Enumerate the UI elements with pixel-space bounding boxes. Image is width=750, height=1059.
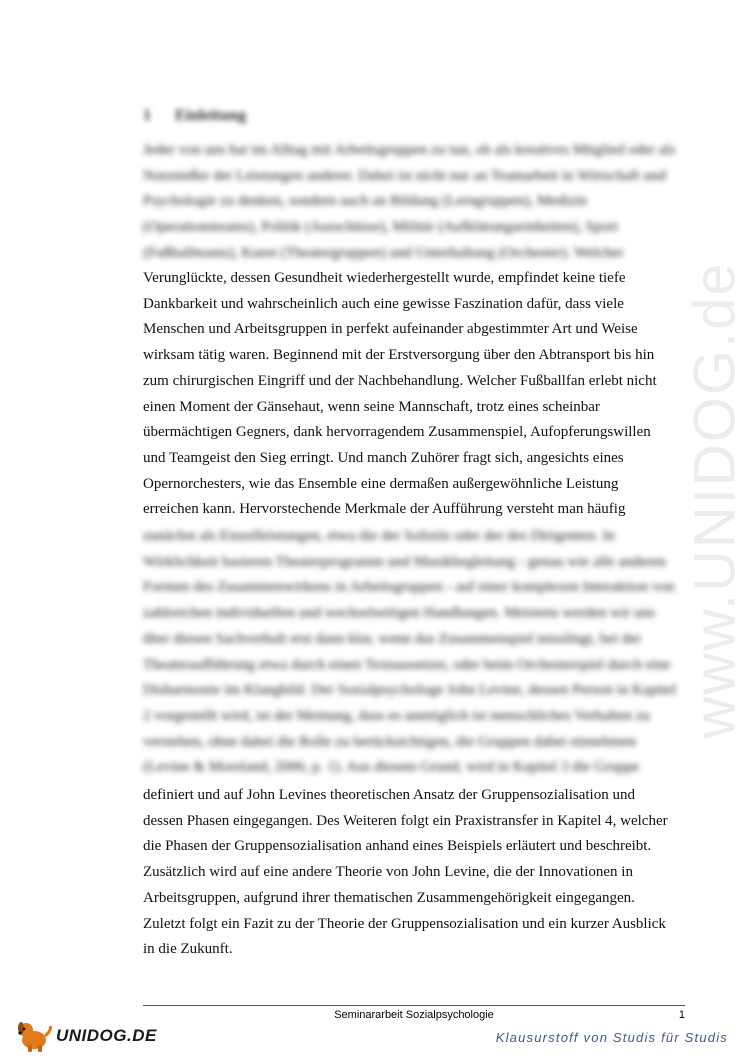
text-line: (Fußballteams), Kunst (Theatergruppen) und Unterhaltung (Orchester). Welcher [143, 244, 624, 261]
page-number: 1 [678, 1009, 685, 1021]
text-line: Disharmonie im Klangbild. Der Sozialpsychologe John Levine, dessen Person in Kapitel [143, 682, 677, 699]
section-title: Einleitung [175, 107, 247, 124]
text-line: (Operationsteams), Politik (Ausschüsse), Militär (Aufklärungseinheiten), Sport [143, 219, 618, 236]
footer-title: Seminararbeit Sozialpsychologie [334, 1009, 494, 1021]
text-line: Menschen und Arbeitsgruppen in perfekt aufeinander abgestimmter Art und Weise [143, 321, 638, 338]
text-line: Zuletzt folgt ein Fazit zu der Theorie der Gruppensozialisation und ein kurzer Ausblick [143, 915, 666, 932]
text-line: (Levine & Moreland, 2006, p. 1). Aus diesem Grund, wird in Kapitel 3 die Gruppe [143, 759, 640, 776]
text-line: erreichen kann. Hervorstechende Merkmale der Aufführung versteht man häufig [143, 501, 626, 518]
text-line: die Phasen der Gruppensozialisation anhand eines Beispiels erläutert und beschreibt. [143, 838, 652, 855]
paragraph-intro-blurred [143, 138, 683, 267]
section-heading [143, 107, 246, 125]
paragraph-visible-1 [143, 266, 683, 523]
footer-divider [143, 1005, 685, 1006]
text-line: dessen Phasen eingegangen. Des Weiteren folgt ein Praxistransfer in Kapitel 4, welcher [143, 812, 668, 829]
text-line: wirksam tätig waren. Beginnend mit der Erstversorgung über den Abtransport bis hin [143, 347, 655, 364]
text-line: Opernorchesters, wie das Ensemble eine dermaßen außergewöhnliche Leistung [143, 475, 619, 492]
text-line: verstehen, ohne dabei die Rolle zu berücksichtigen, die Gruppen dabei einnehmen [143, 733, 637, 750]
watermark-text: www.UNIDOG.de [682, 261, 748, 739]
text-line: zahlreichen individuellen und wechselseitigen Handlungen. Meistens werden wir uns [143, 605, 655, 622]
text-line: Theateraufführung etwa durch einen Textaussetzer, oder beim Orchesterspiel durch eine [143, 656, 671, 673]
tagline: Klausurstoff von Studis für Studis [495, 1030, 728, 1045]
text-line: zum chirurgischen Eingriff und der Nachbehandlung. Welcher Fußballfan erlebt nicht [143, 372, 657, 389]
text-line: Psychologie zu denken, sondern auch an Bildung (Lerngruppen), Medizin [143, 193, 588, 210]
dog-icon [16, 1018, 56, 1054]
text-line: und Teamgeist den Sieg erringt. Und manch Zuhörer fragt sich, angesichts eines [143, 449, 624, 466]
text-line: übermächtigen Gegners, dank hervorragendem Zusammenspiel, Aufopferungswillen [143, 424, 651, 441]
text-line: Arbeitsgruppen, aufgrund ihrer thematischen Zusammengehörigkeit eingegangen. [143, 889, 635, 906]
text-line: 2 vorgestellt wird, ist der Meinung, dass es unmöglich ist menschliches Verhalten zu [143, 707, 650, 724]
logo-text: UNIDOG.DE [56, 1026, 157, 1045]
text-line: Verunglückte, dessen Gesundheit wiederhergestellt wurde, empfindet keine tiefe [143, 270, 626, 286]
paragraph-middle-blurred [143, 524, 683, 781]
text-line: einen Moment der Gänsehaut, wenn seine Mannschaft, trotz eines scheinbar [143, 398, 600, 415]
unidog-logo[interactable] [16, 1018, 156, 1054]
text-line: Nutznießer der Leistungen anderer. Dabei ist nicht nur an Teamarbeit in Wirtschaft und [143, 167, 667, 184]
text-line: Dankbarkeit und wahrscheinlich auch eine gewisse Faszination dafür, dass viele [143, 295, 624, 312]
text-line: zunächst als Einzelleistungen, etwa die der Solistin oder der des Dirigenten. In [143, 528, 615, 544]
text-line: definiert und auf John Levines theoretischen Ansatz der Gruppensozialisation und [143, 787, 635, 803]
text-line: Wirklichkeit basieren Theaterprogramm und Musikbegleitung - genau wie alle anderen [143, 553, 666, 570]
text-line: über diesen Sachverhalt erst dann klar, wenn das Zusammenspiel misslingt, bei der [143, 630, 642, 647]
text-line: Jeder von uns hat im Alltag mit Arbeitsgruppen zu tun, ob als kreatives Mitglied oder als [143, 142, 676, 158]
paragraph-visible-2 [143, 783, 683, 963]
text-line: Formen des Zusammenwirkens in Arbeitsgruppen - auf einer komplexen Interaktion von [143, 579, 675, 596]
text-line: in die Zukunft. [143, 941, 233, 958]
section-number: 1 [143, 107, 151, 124]
text-line: Zusätzlich wird auf eine andere Theorie von John Levine, die der Innovationen in [143, 864, 633, 881]
